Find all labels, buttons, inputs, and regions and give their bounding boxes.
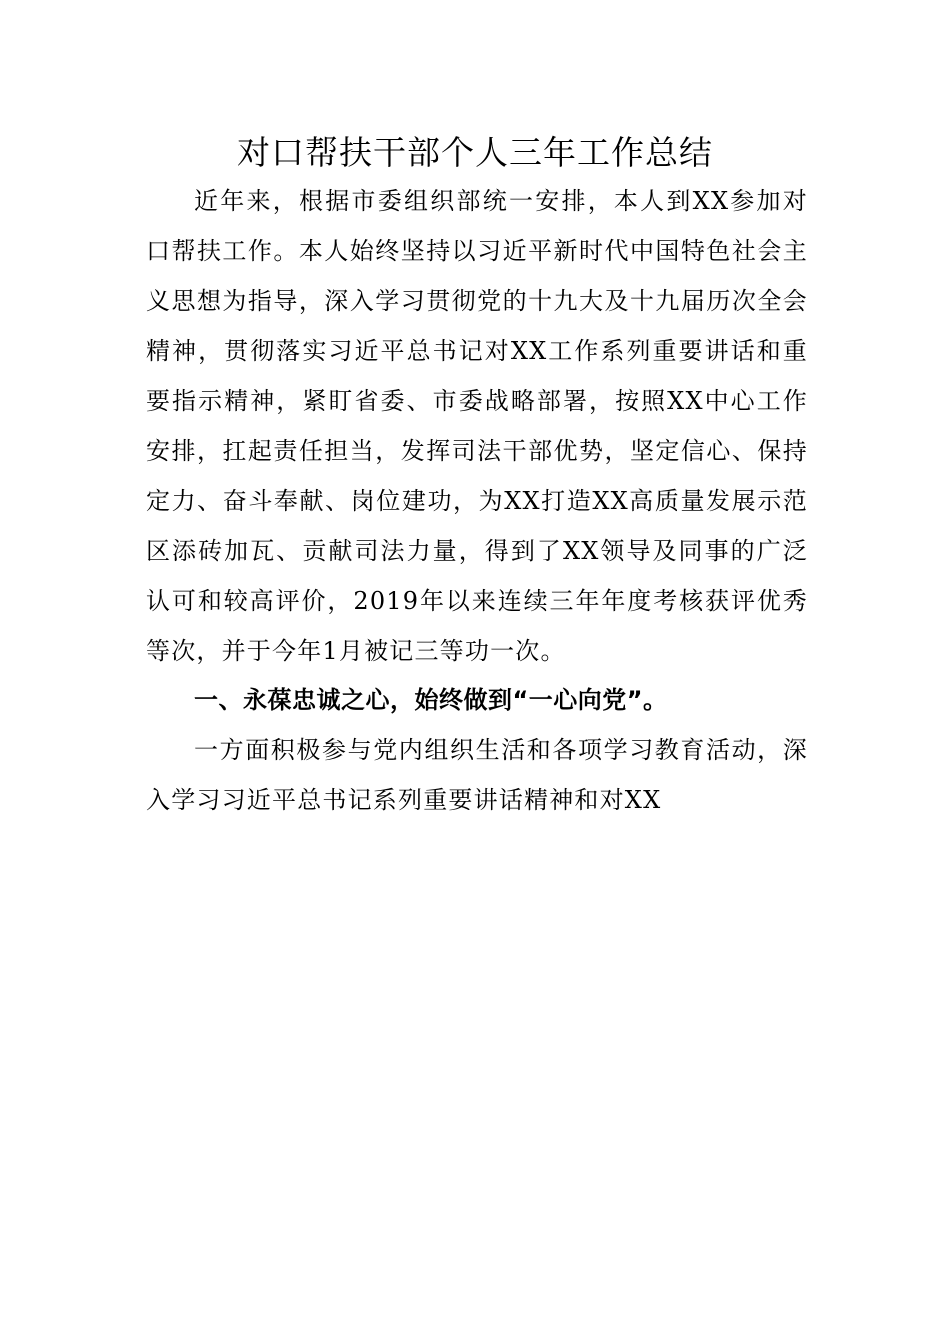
section-heading-1: 一、永葆忠诚之心，始终做到“一心向党”。: [194, 686, 668, 714]
document-title: 对口帮扶干部个人三年工作总结: [237, 133, 713, 172]
paragraph-section-1: 一方面积极参与党内组织生活和各项学习教育活动，深入学习习近平总书记系列重要讲话精神和对XX: [146, 736, 808, 814]
paragraph-intro: 近年来，根据市委组织部统一安排，本人到XX参加对口帮扶工作。本人始终坚持以习近平新时代中国特色社会主义思想为指导，深入学习贯彻党的十九大及十九届历次全会精神，贯彻落实习近平总书记对XX工作系列重要讲话和重要指示精神，紧盯省委、市委战略部署，按照XX中心工作安排，扛起责任担当，发挥司法干部优势，坚定信心、保持定力、奋斗奉献、岗位建功，为XX打造XX高质量发展示范区添砖加瓦、贡献司法力量，得到了XX领导及同事的广泛认可和较高评价，2019年以来连续三年年度考核获评优秀等次，并于今年1月被记三等功一次。: [146, 187, 808, 665]
